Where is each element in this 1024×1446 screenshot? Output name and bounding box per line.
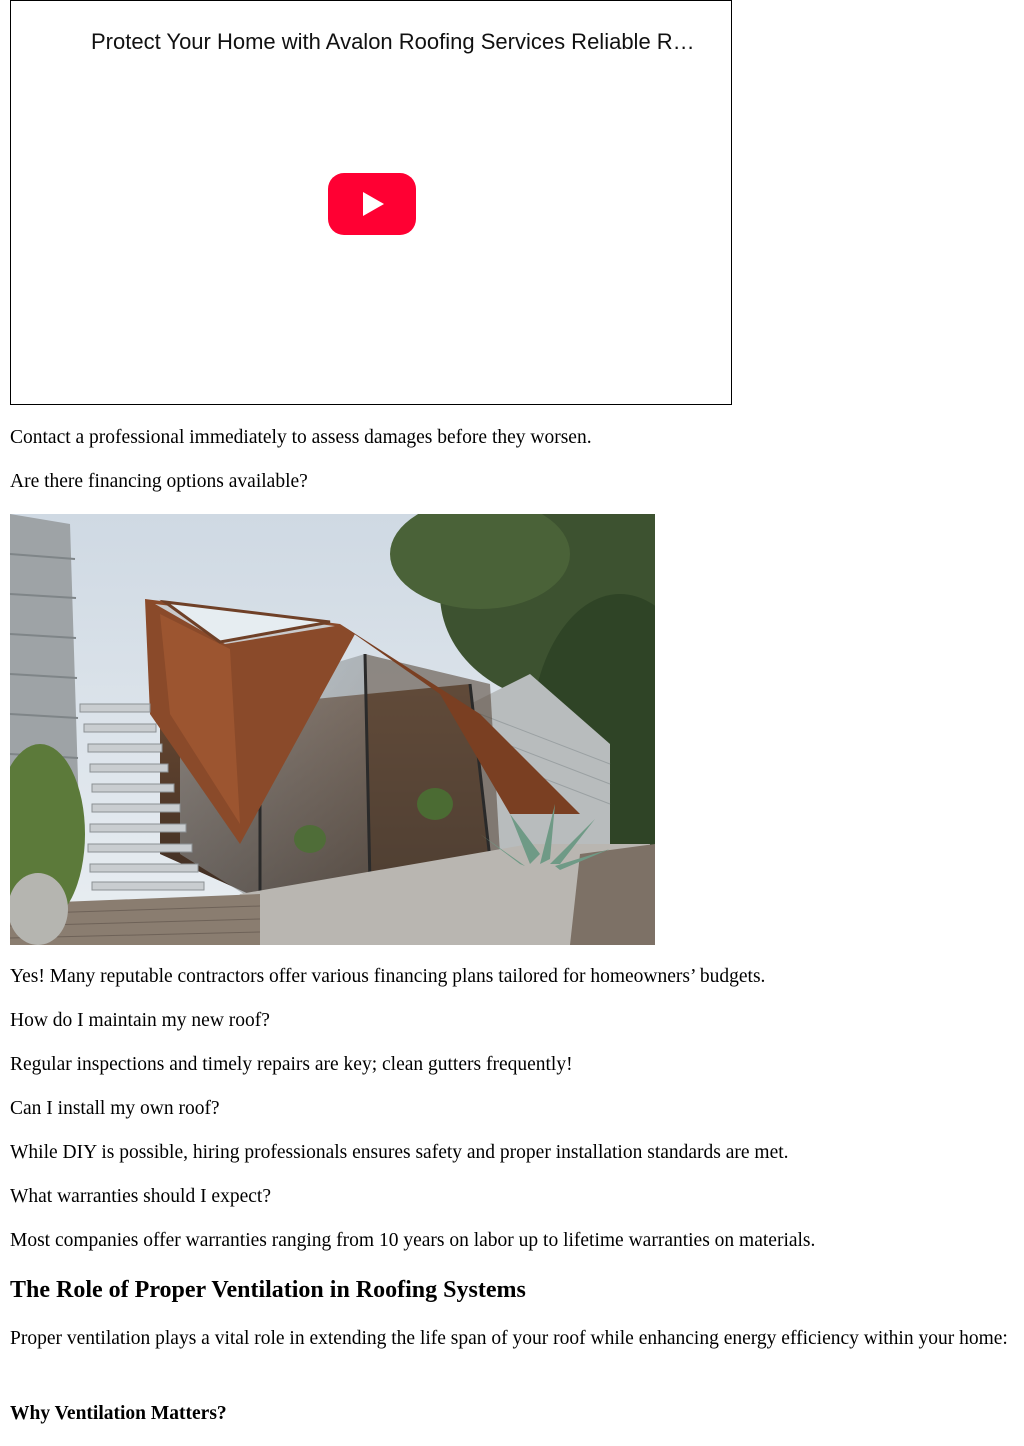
paragraph-contact: Contact a professional immediately to assess damages before they worsen. xyxy=(10,427,592,448)
youtube-play-icon[interactable] xyxy=(328,173,416,235)
paragraph-maintain-question: How do I maintain my new roof? xyxy=(10,1010,270,1031)
article-content xyxy=(10,0,1014,1424)
paragraph-diy-answer: While DIY is possible, hiring professionals ensures safety and proper installation standards are met. xyxy=(10,1142,789,1163)
video-embed[interactable] xyxy=(10,0,732,405)
video-title[interactable]: Protect Your Home with Avalon Roofing Services Reliable R… xyxy=(91,29,695,54)
paragraph-financing-question: Are there financing options available? xyxy=(10,471,308,492)
paragraph-warranty-question: What warranties should I expect? xyxy=(10,1186,271,1207)
house-photo xyxy=(10,514,655,945)
paragraph-maintain-answer: Regular inspections and timely repairs are key; clean gutters frequently! xyxy=(10,1054,573,1075)
play-triangle-icon xyxy=(357,189,387,219)
section-subheading: Why Ventilation Matters? xyxy=(10,1403,227,1424)
paragraph-diy-question: Can I install my own roof? xyxy=(10,1098,220,1119)
paragraph-ventilation-intro: Proper ventilation plays a vital role in extending the life span of your roof while enhancing energy efficiency within your home: xyxy=(10,1328,1008,1349)
paragraph-financing-answer: Yes! Many reputable contractors offer various financing plans tailored for homeowners’ budgets. xyxy=(10,966,766,987)
paragraph-warranty-answer: Most companies offer warranties ranging from 10 years on labor up to lifetime warranties on materials. xyxy=(10,1230,816,1251)
section-heading: The Role of Proper Ventilation in Roofing Systems xyxy=(10,1277,526,1303)
